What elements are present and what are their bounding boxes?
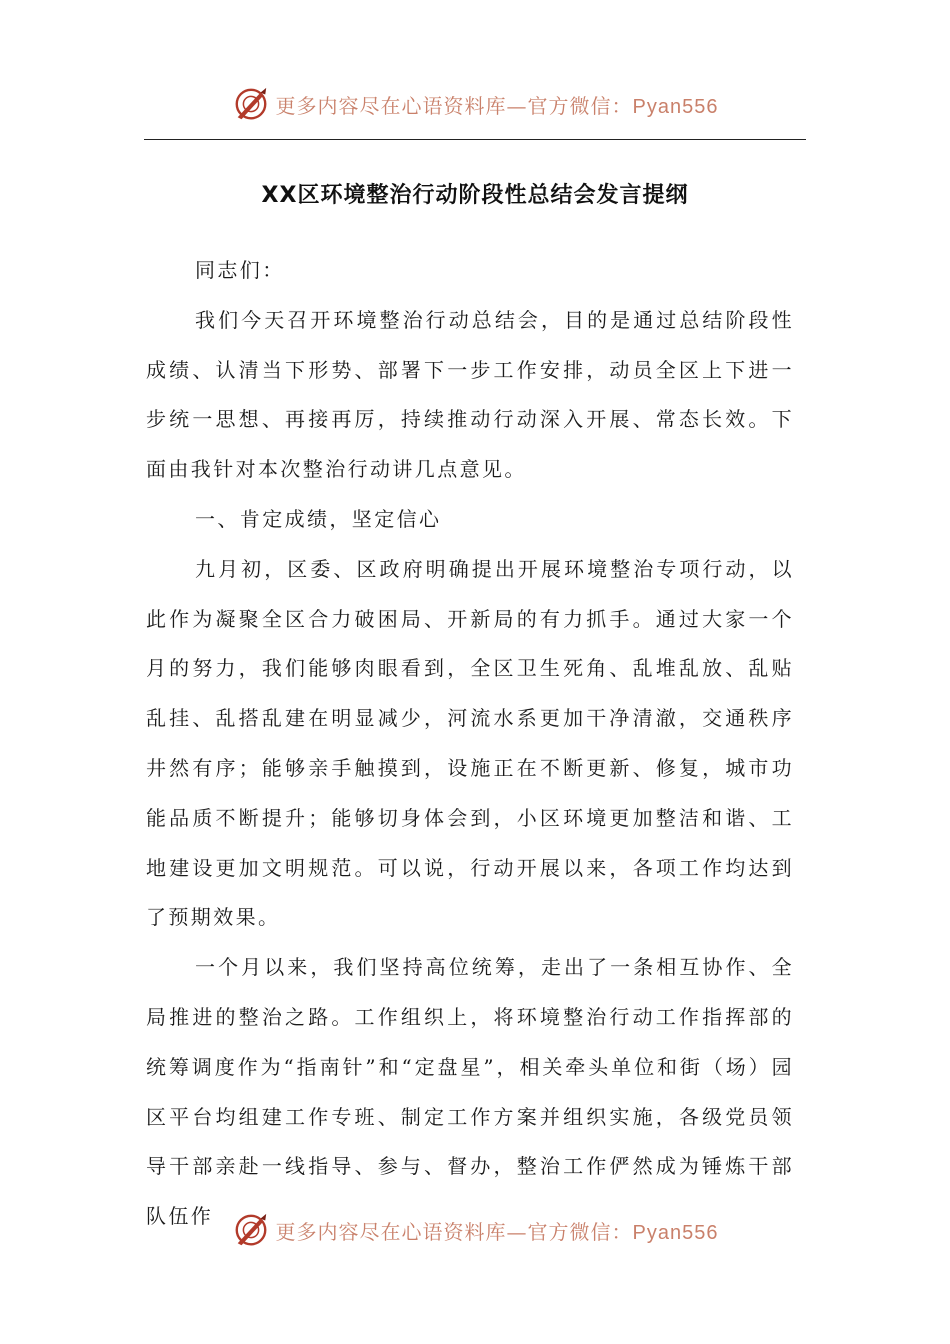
watermark-text: 更多内容尽在心语资料库—官方微信：Pyan556 [275, 93, 719, 118]
footer-watermark [0, 1208, 950, 1252]
salutation: 同志们： [195, 258, 285, 282]
header-divider [144, 139, 806, 140]
body-paragraph: 九月初，区委、区政府明确提出开展环境整治专项行动，以此作为凝聚全区合力破困局、开新局的有力抓手。通过大家一个月的努力，我们能够肉眼看到，全区卫生死角、乱堆乱放、乱贴乱挂、乱搭乱建在明显减少，河流水系更加干净清澈，交通秩序井然有序；能够亲手触摸到，设施正在不断更新、修复，城市功能品质不断提升；能够切身体会到，小区环境更加整洁和谐、工地建设更加文明规范。可以说，行动开展以来，各项工作均达到了预期效果。 [146, 556, 794, 930]
quill-logo-icon [232, 85, 270, 123]
body-paragraph: 我们今天召开环境整治行动总结会，目的是通过总结阶段性成绩、认清当下形势、部署下一步工作安排，动员全区上下进一步统一思想、再接再厉，持续推动行动深入开展、常态长效。下面由我针对本次整治行动讲几点意见。 [146, 307, 794, 482]
body-paragraph: 一个月以来，我们坚持高位统筹，走出了一条相互协作、全局推进的整治之路。工作组织上，将环境整治行动工作指挥部的统筹调度作为“指南针”和“定盘星”，相关牵头单位和街（场）园区平台均组建工作专班、制定工作方案并组织实施，各级党员领导干部亲赴一线指导、参与、督办，整治工作俨然成为锤炼干部队伍作 [146, 955, 794, 1229]
quill-logo-icon [232, 1211, 270, 1249]
header-watermark [0, 82, 950, 126]
wechat-id: Pyan556 [632, 1221, 719, 1244]
document-body [146, 246, 794, 1242]
document-title: XX区环境整治行动阶段性总结会发言提纲 [261, 183, 689, 208]
watermark-text: 更多内容尽在心语资料库—官方微信：Pyan556 [275, 1219, 719, 1244]
section-heading: 一、肯定成绩，坚定信心 [195, 506, 442, 531]
wechat-id: Pyan556 [632, 95, 719, 118]
